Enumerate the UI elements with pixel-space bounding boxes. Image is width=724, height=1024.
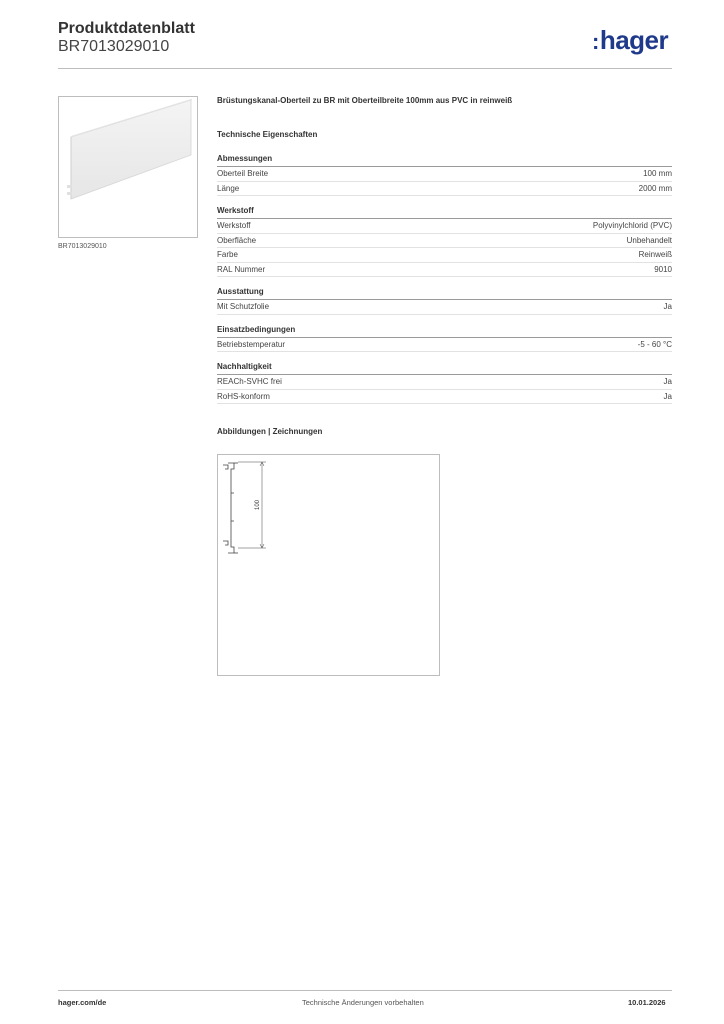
spec-value: 100 mm (643, 169, 672, 178)
header-divider (58, 68, 672, 69)
spec-value: Ja (663, 377, 672, 386)
spec-section (217, 325, 672, 353)
cable-duct-lid-icon (59, 97, 197, 237)
spec-sections (217, 154, 672, 404)
dimension-label: 100 (255, 499, 261, 511)
spec-row (217, 248, 672, 263)
article-number: BR7013029010 (58, 38, 170, 55)
spec-value: 9010 (654, 264, 672, 274)
product-image (58, 96, 198, 238)
spec-row (217, 234, 672, 249)
spec-content (217, 96, 672, 436)
spec-row (217, 219, 672, 234)
section-heading: Ausstattung (217, 287, 672, 300)
spec-section (217, 206, 672, 277)
spec-row (217, 390, 672, 405)
spec-value: Ja (663, 302, 672, 311)
section-heading: Werkstoff (217, 206, 672, 219)
hager-logo[interactable] (592, 27, 668, 53)
profile-drawing-icon (218, 455, 439, 675)
spec-label: RAL Nummer (217, 264, 266, 274)
tech-properties-heading: Technische Eigenschaften (217, 130, 318, 139)
spec-row (217, 182, 672, 197)
spec-row (217, 338, 672, 353)
image-caption: BR7013029010 (58, 243, 107, 250)
spec-label: RoHS-konform (217, 391, 270, 401)
spec-label: REACh-SVHC frei (217, 377, 282, 386)
spec-value: 2000 mm (638, 183, 672, 193)
section-heading: Abmessungen (217, 154, 672, 167)
spec-label: Betriebstemperatur (217, 339, 286, 349)
spec-value: -5 - 60 °C (637, 339, 672, 349)
footer-date: 10.01.2026 (628, 998, 666, 1007)
spec-value: Ja (663, 391, 672, 401)
technical-drawing (217, 454, 440, 676)
footer-divider (58, 990, 672, 991)
product-description: Brüstungskanal-Oberteil zu BR mit Oberteilbreite 100mm aus PVC in reinweiß (217, 96, 513, 105)
section-heading: Einsatzbedingungen (217, 325, 672, 338)
spec-row (217, 167, 672, 182)
drawings-heading: Abbildungen | Zeichnungen (217, 427, 323, 436)
spec-label: Mit Schutzfolie (217, 302, 270, 311)
page-title: Produktdatenblatt (58, 20, 195, 37)
spec-section (217, 362, 672, 404)
spec-section (217, 287, 672, 315)
spec-label: Farbe (217, 250, 238, 259)
section-heading: Nachhaltigkeit (217, 362, 672, 375)
logo-dots-icon: : (592, 29, 599, 54)
logo-text: hager (599, 25, 669, 55)
spec-section (217, 154, 672, 196)
spec-label: Länge (217, 183, 240, 193)
spec-label: Werkstoff (217, 221, 251, 230)
spec-row (217, 263, 672, 278)
footer-notice: Technische Änderungen vorbehalten (302, 998, 424, 1007)
spec-label: Oberteil Breite (217, 169, 269, 178)
spec-value: Polyvinylchlorid (PVC) (592, 221, 672, 230)
spec-row (217, 375, 672, 390)
spec-label: Oberfläche (217, 235, 257, 245)
spec-value: Unbehandelt (626, 235, 672, 245)
spec-value: Reinweiß (638, 250, 672, 259)
spec-row (217, 300, 672, 315)
footer-website-link[interactable]: hager.com/de (58, 998, 107, 1007)
